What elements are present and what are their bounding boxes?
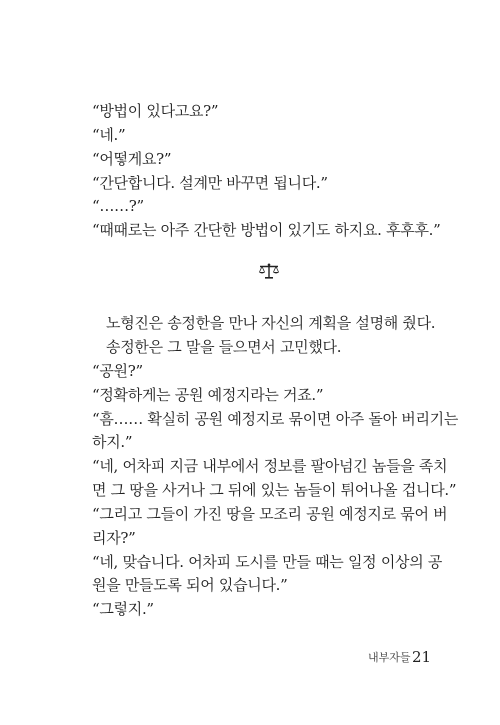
text-line: 리자?” bbox=[92, 529, 136, 547]
text-line: 면 그 땅을 사거나 그 뒤에 있는 놈들이 튀어나올 겁니다.” bbox=[92, 481, 457, 499]
text-line: “때때로는 아주 간단한 방법이 있기도 하지요. 후후후.” bbox=[92, 221, 441, 239]
text-line: “방법이 있다고요?” bbox=[92, 102, 219, 120]
text-line: “그리고 그들이 가진 땅을 모조리 공원 예정지로 묶어 버 bbox=[92, 505, 448, 523]
text-line: 송정한은 그 말을 들으면서 고민했다. bbox=[106, 338, 342, 356]
text-line: 원을 만들도록 되어 있습니다.” bbox=[92, 576, 288, 594]
text-line: “그렇지.” bbox=[92, 600, 154, 618]
running-footer-title: 내부자들 bbox=[368, 651, 411, 664]
balance-scale-icon bbox=[258, 263, 280, 279]
text-line: “네, 어차피 지금 내부에서 정보를 팔아넘긴 놈들을 족치 bbox=[92, 457, 448, 475]
text-line: “흠…… 확실히 공원 예정지로 묶이면 아주 돌아 버리기는 bbox=[92, 410, 459, 428]
text-line: “네, 맞습니다. 어차피 도시를 만들 때는 일정 이상의 공 bbox=[92, 553, 443, 571]
page-number: 21 bbox=[412, 648, 432, 666]
text-line: “정확하게는 공원 예정지라는 거죠.” bbox=[92, 386, 324, 404]
text-line: “간단합니다. 설계만 바꾸면 됩니다.” bbox=[92, 174, 328, 192]
text-line: “……?” bbox=[92, 197, 144, 215]
text-line: 노형진은 송정한을 만나 자신의 계획을 설명해 줬다. bbox=[106, 314, 436, 332]
text-line: “네.” bbox=[92, 126, 126, 144]
text-line: “공원?” bbox=[92, 362, 143, 380]
text-line: “어떻게요?” bbox=[92, 150, 172, 168]
text-line: 하지.” bbox=[92, 433, 133, 451]
